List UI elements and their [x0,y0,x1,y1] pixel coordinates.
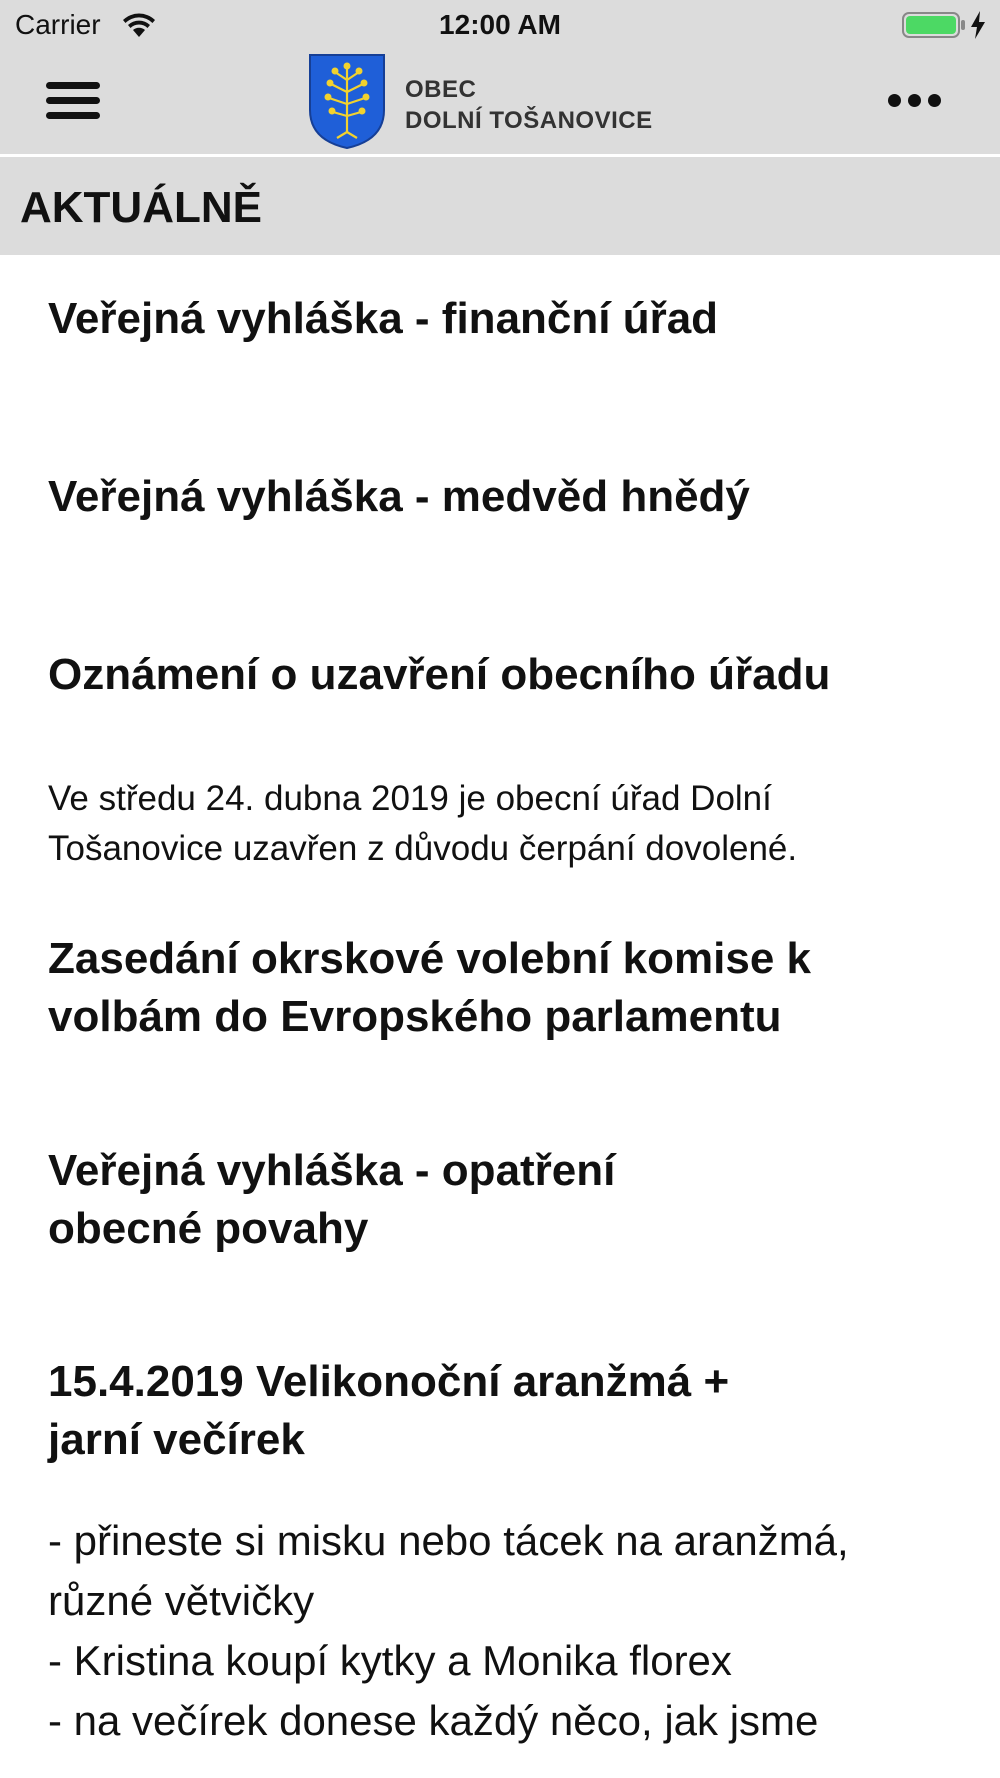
news-item-title[interactable] [48,1353,948,1469]
news-item-text-line: Ve středu 24. dubna 2019 je obecní úřad Dolní [48,779,772,818]
navigation-bar [0,50,1000,156]
status-time: 12:00 AM [439,9,561,40]
news-item-title[interactable] [48,1142,948,1258]
news-item-title[interactable]: Veřejná vyhláška - finanční úřad [48,294,719,343]
logo-line-name: DOLNÍ TOŠANOVICE [405,107,653,134]
news-item-title-line: obecné povahy [48,1204,369,1253]
news-item-title[interactable]: Veřejná vyhláška - medvěd hnědý [48,472,750,521]
more-options-icon[interactable] [886,86,946,116]
section-title: AKTUÁLNĚ [20,183,262,232]
news-item-title-line: Veřejná vyhláška - opatření [48,1146,616,1195]
news-item-title-line: 15.4.2019 Velikonoční aranžmá + [48,1357,730,1406]
news-item-text-line: - na večírek donese každý něco, jak jsme [48,1697,819,1744]
municipality-name [405,74,653,136]
status-bar [0,0,1000,50]
news-item-title[interactable] [48,930,948,1046]
news-item-text-line: - Kristina koupí kytky a Monika florex [48,1637,732,1684]
hamburger-menu-icon[interactable] [46,78,102,124]
news-item-title-line: Zasedání okrskové volební komise k [48,934,811,983]
charging-icon [968,10,988,40]
section-header [0,157,1000,255]
logo-line-obec: OBEC [405,76,477,103]
news-item-text-line: Tošanovice uzavřen z důvodu čerpání dovolené. [48,829,798,868]
news-item-text-line: různé větvičky [48,1577,315,1624]
news-item-title-line: volbám do Evropského parlamentu [48,992,782,1041]
news-item-text-line: - přineste si misku nebo tácek na aranžmá, [48,1517,849,1564]
news-item-title[interactable]: Oznámení o uzavření obecního úřadu [48,650,831,699]
municipality-crest-logo [307,52,387,150]
carrier-label: Carrier [15,9,101,40]
battery-icon [902,11,966,39]
news-item-title-line: jarní večírek [48,1415,305,1464]
